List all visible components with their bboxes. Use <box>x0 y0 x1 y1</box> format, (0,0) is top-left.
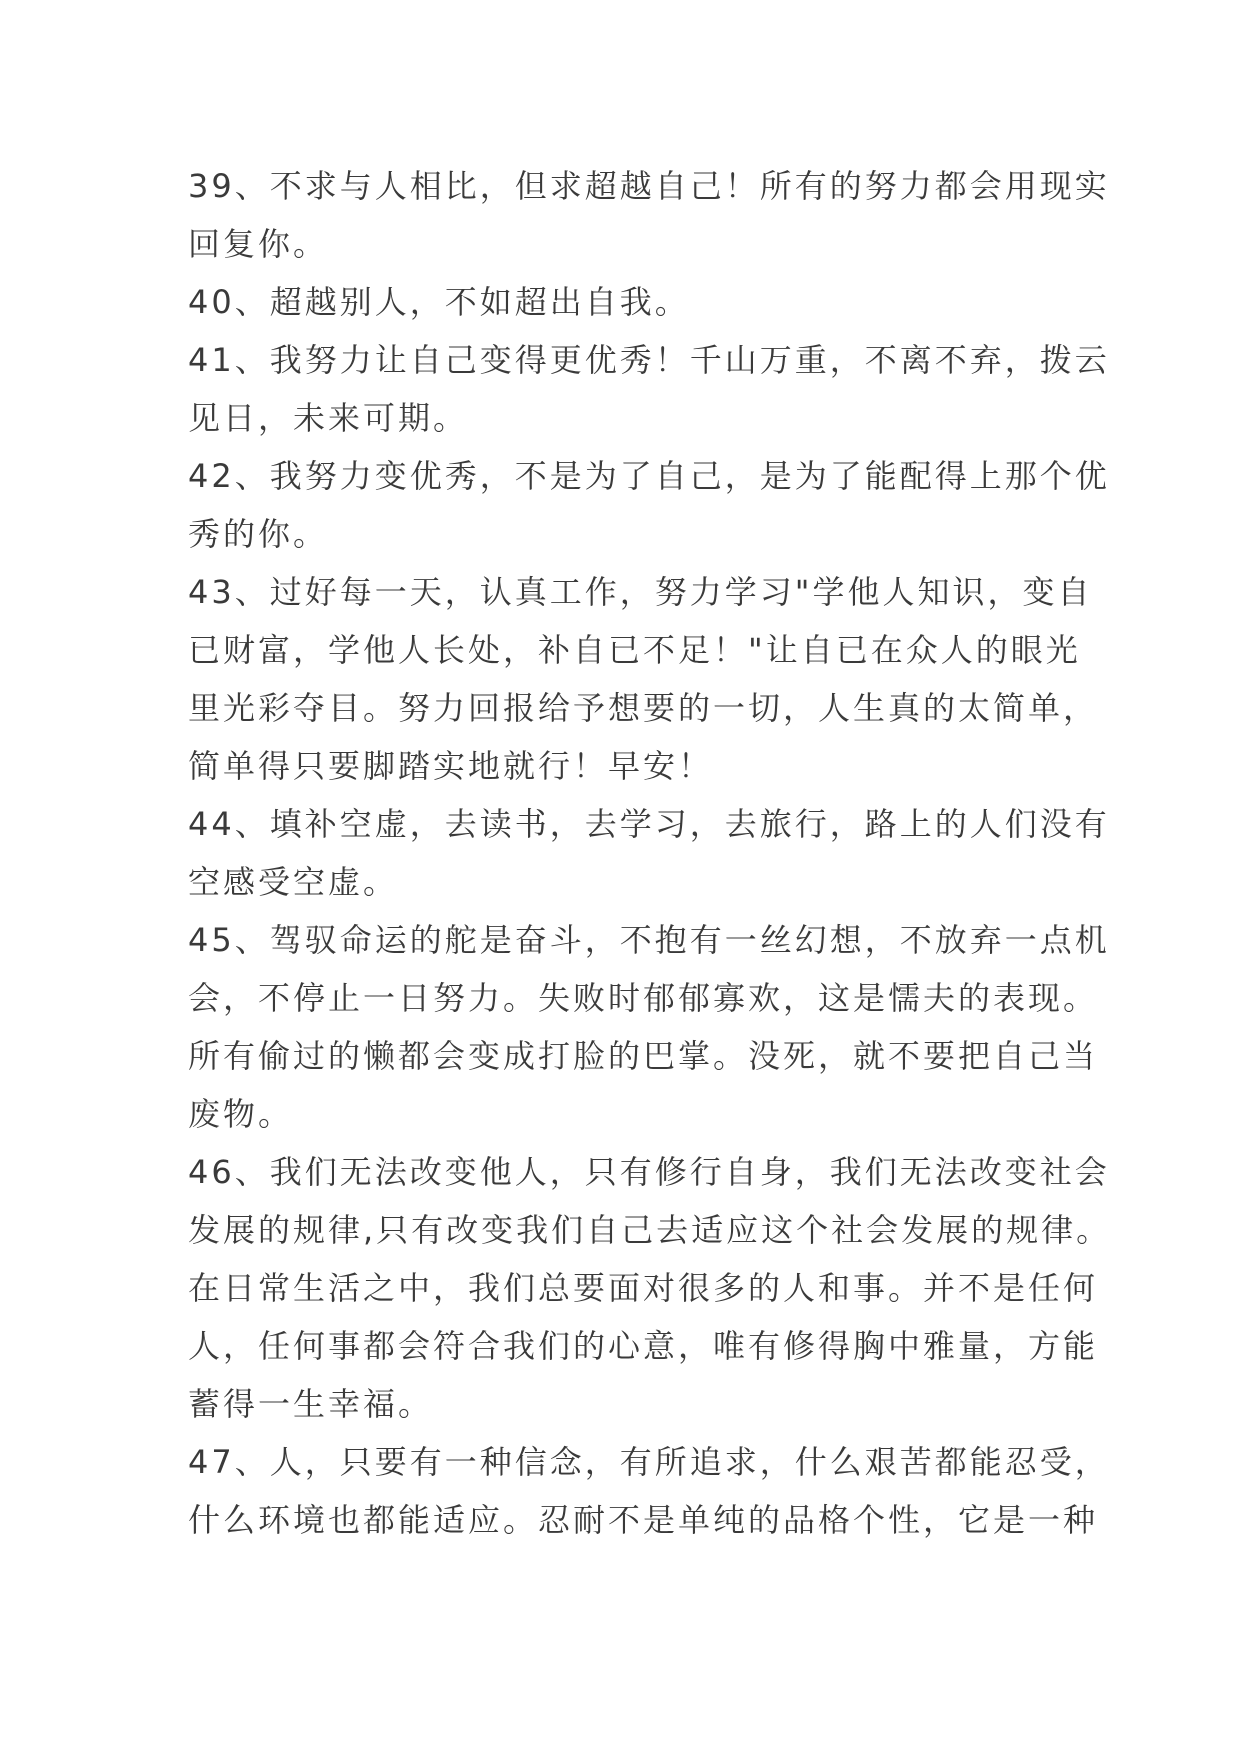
text-line: 发展的规律,只有改变我们自己去适应这个社会发展的规律。 <box>188 1211 1112 1249</box>
text-line: 蓄得一生幸福。 <box>188 1385 434 1423</box>
text-line: 40、超越别人，不如超出自我。 <box>188 283 690 321</box>
text-line: 42、我努力变优秀，不是为了自己，是为了能配得上那个优 <box>188 457 1110 495</box>
text-line: 47、人，只要有一种信念，有所追求，什么艰苦都能忍受， <box>188 1443 1110 1481</box>
document-body <box>188 157 1112 1549</box>
text-line: 人，任何事都会符合我们的心意，唯有修得胸中雅量，方能 <box>188 1327 1099 1365</box>
text-line: 45、驾驭命运的舵是奋斗，不抱有一丝幻想，不放弃一点机 <box>188 921 1110 959</box>
text-line: 废物。 <box>188 1095 294 1133</box>
text-line: 已财富，学他人长处，补自已不足！"让自已在众人的眼光 <box>188 631 1081 669</box>
text-line: 什么环境也都能适应。忍耐不是单纯的品格个性，它是一种 <box>188 1501 1099 1539</box>
text-line: 39、不求与人相比，但求超越自己！所有的努力都会用现实 <box>188 167 1110 205</box>
text-line: 41、我努力让自己变得更优秀！千山万重，不离不弃，拨云 <box>188 341 1110 379</box>
text-line: 44、填补空虚，去读书，去学习，去旅行，路上的人们没有 <box>188 805 1110 843</box>
text-line: 里光彩夺目。努力回报给予想要的一切，人生真的太简单， <box>188 689 1099 727</box>
text-line: 秀的你。 <box>188 515 329 553</box>
text-line: 43、过好每一天，认真工作，努力学习"学他人知识，变自 <box>188 573 1093 611</box>
text-line: 在日常生活之中，我们总要面对很多的人和事。并不是任何 <box>188 1269 1099 1307</box>
text-line: 所有偷过的懒都会变成打脸的巴掌。没死，就不要把自己当 <box>188 1037 1099 1075</box>
text-line: 空感受空虚。 <box>188 863 399 901</box>
text-line: 会，不停止一日努力。失败时郁郁寡欢，这是懦夫的表现。 <box>188 979 1099 1017</box>
text-line: 见日，未来可期。 <box>188 399 469 437</box>
text-line: 简单得只要脚踏实地就行！早安！ <box>188 747 714 785</box>
text-line: 46、我们无法改变他人，只有修行自身，我们无法改变社会 <box>188 1153 1110 1191</box>
text-line: 回复你。 <box>188 225 329 263</box>
